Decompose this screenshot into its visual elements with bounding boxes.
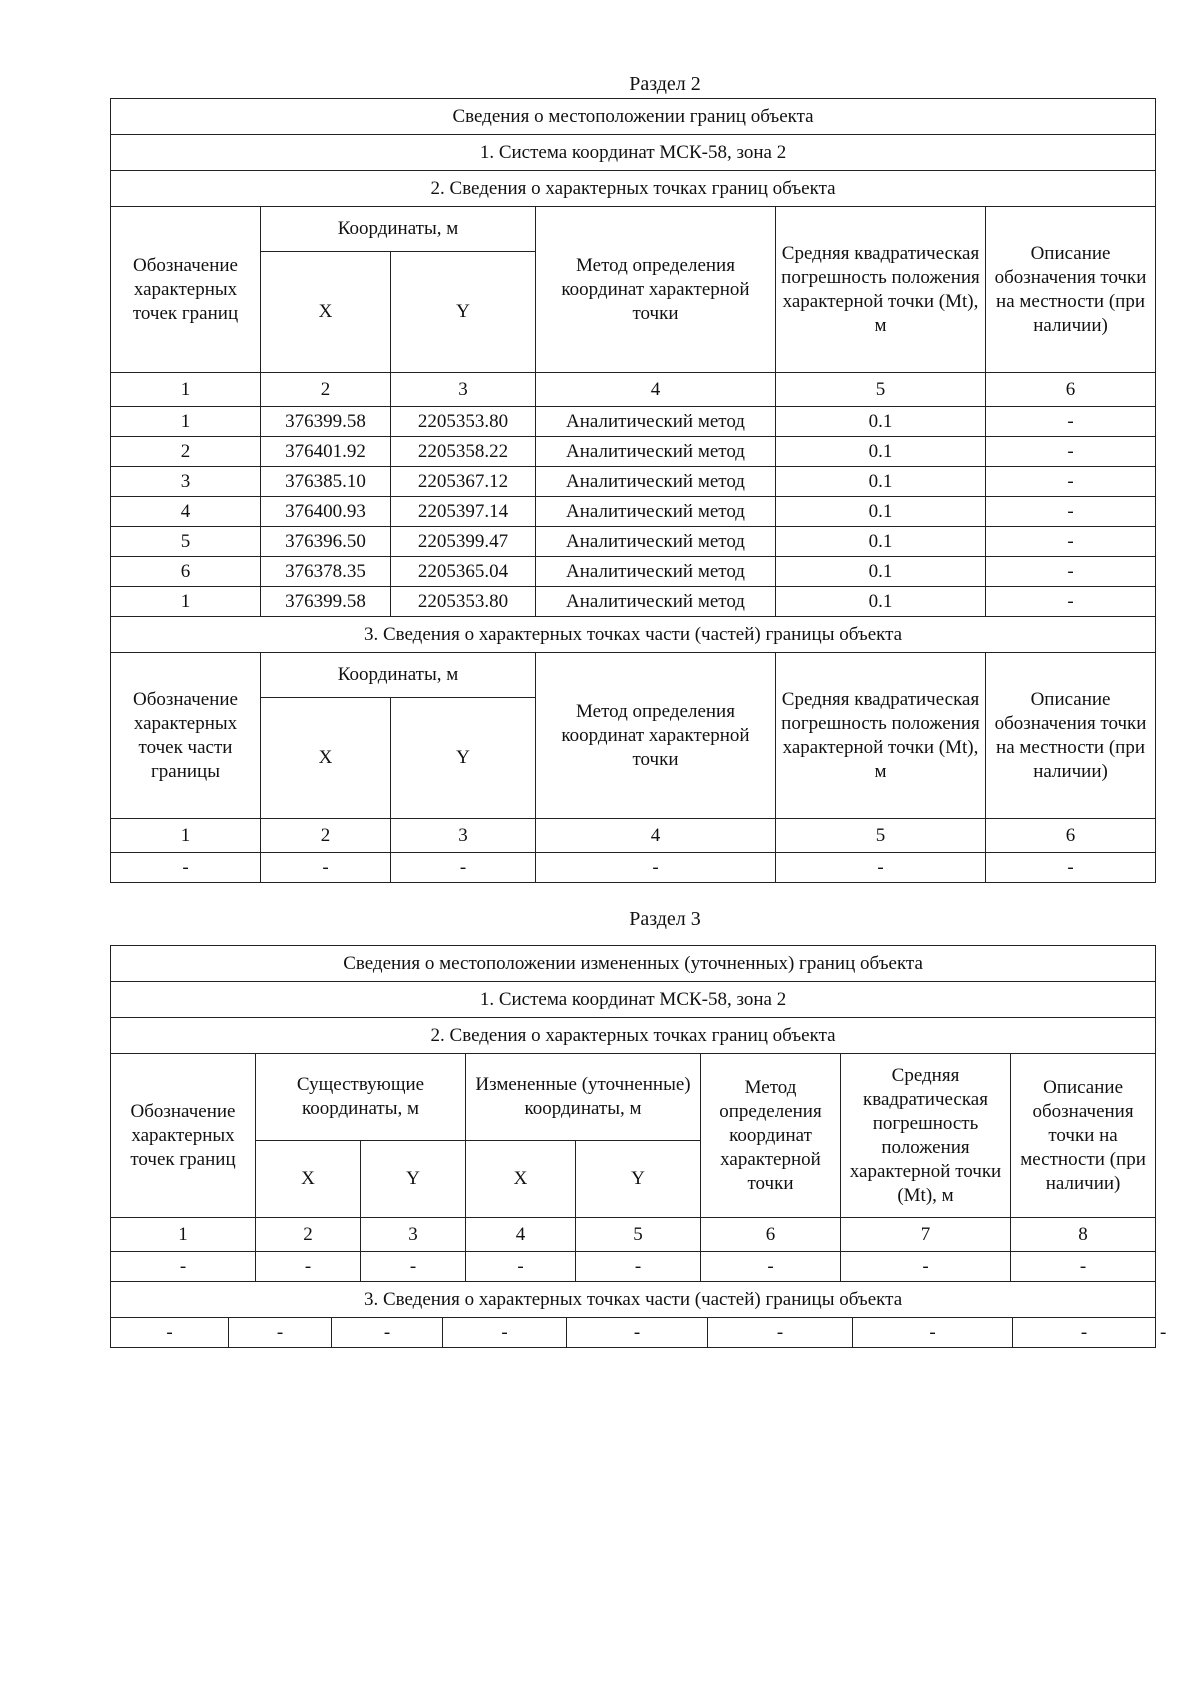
col-number: 6: [986, 819, 1156, 853]
table-cell: -: [229, 1318, 332, 1348]
col-number: 4: [466, 1218, 576, 1252]
cell-error: 0.1: [776, 437, 986, 467]
col-x-existing: X: [256, 1141, 361, 1218]
cell-method: -: [536, 853, 776, 883]
col-number: 6: [986, 373, 1156, 407]
table-cell: -: [111, 1318, 229, 1348]
table-row: [111, 497, 1156, 527]
table-row: [111, 467, 1156, 497]
cell-description: -: [986, 527, 1156, 557]
table-cell: -: [443, 1318, 567, 1348]
cell-y: 2205367.12: [391, 467, 536, 497]
section-2-title: Раздел 2: [629, 73, 701, 95]
cell-description: -: [986, 557, 1156, 587]
cell-description: -: [986, 497, 1156, 527]
table-cell: -: [466, 1252, 576, 1282]
cell-y: 2205353.80: [391, 407, 536, 437]
cell-method: Аналитический метод: [536, 587, 776, 617]
column-number-row: [111, 373, 1156, 407]
cell-x: 376401.92: [261, 437, 391, 467]
cell-error: 0.1: [776, 557, 986, 587]
table-cell: -: [841, 1252, 1011, 1282]
col-error: Средняя квадратическая погрешность положения характерной точки (Mt), м: [841, 1054, 1011, 1218]
cell-description: -: [986, 587, 1156, 617]
col-description: Описание обозначения точки на местности (при наличии): [1011, 1054, 1156, 1218]
section-3-heading: Сведения о местоположении измененных (уточненных) границ объекта: [111, 946, 1156, 982]
col-error: Средняя квадратическая погрешность положения характерной точки (Mt), м: [776, 207, 986, 373]
section-2-coord-system: 1. Система координат МСК-58, зона 2: [111, 135, 1156, 171]
cell-x: 376399.58: [261, 407, 391, 437]
cell-description: -: [986, 407, 1156, 437]
cell-description: -: [986, 437, 1156, 467]
table-row: [111, 437, 1156, 467]
cell-error: 0.1: [776, 467, 986, 497]
parts-col-y: Y: [391, 698, 536, 819]
cell-point: 3: [111, 467, 261, 497]
col-number: 4: [536, 819, 776, 853]
cell-point: 1: [111, 407, 261, 437]
cell-method: Аналитический метод: [536, 557, 776, 587]
cell-error: 0.1: [776, 497, 986, 527]
cell-method: Аналитический метод: [536, 467, 776, 497]
cell-point: 1: [111, 587, 261, 617]
col-number: 2: [256, 1218, 361, 1252]
table-cell: -: [111, 1252, 256, 1282]
col-number: 2: [261, 819, 391, 853]
cell-error: 0.1: [776, 407, 986, 437]
col-designation: Обозначение характерных точек границ: [111, 207, 261, 373]
parts-col-description: Описание обозначения точки на местности (при наличии): [986, 653, 1156, 819]
cell-error: 0.1: [776, 527, 986, 557]
col-description: Описание обозначения точки на местности (при наличии): [986, 207, 1156, 373]
section-2-points-heading: 2. Сведения о характерных точках границ объекта: [111, 171, 1156, 207]
table-cell: -: [256, 1252, 361, 1282]
cell-y: -: [391, 853, 536, 883]
cell-method: Аналитический метод: [536, 527, 776, 557]
cell-method: Аналитический метод: [536, 437, 776, 467]
section-3-points-heading: 2. Сведения о характерных точках границ объекта: [111, 1018, 1156, 1054]
cell-x: 376378.35: [261, 557, 391, 587]
section-3-table: [110, 945, 1156, 1318]
table-row: [111, 1252, 1156, 1282]
cell-error: 0.1: [776, 587, 986, 617]
table-row: [111, 587, 1156, 617]
cell-point: 4: [111, 497, 261, 527]
col-changed-coordinates: Измененные (уточненные) координаты, м: [466, 1054, 701, 1141]
column-number-row: [111, 1218, 1156, 1252]
cell-y: 2205358.22: [391, 437, 536, 467]
col-number: 7: [841, 1218, 1011, 1252]
table-cell: -: [1011, 1252, 1156, 1282]
col-number: 3: [391, 819, 536, 853]
cell-method: Аналитический метод: [536, 497, 776, 527]
col-number: 1: [111, 1218, 256, 1252]
cell-point: 5: [111, 527, 261, 557]
col-number: 4: [536, 373, 776, 407]
col-number: 6: [701, 1218, 841, 1252]
cell-description: -: [986, 467, 1156, 497]
table-row: - - - - - - - - -: [111, 1318, 1156, 1348]
col-number: 1: [111, 373, 261, 407]
table-row: [111, 853, 1156, 883]
section-3-parts-heading: 3. Сведения о характерных точках части (частей) границы объекта: [111, 1282, 1156, 1318]
col-method: Метод определения координат характерной точки: [536, 207, 776, 373]
section-2-parts-heading: 3. Сведения о характерных точках части (частей) границы объекта: [111, 617, 1156, 653]
table-cell: -: [708, 1318, 853, 1348]
cell-y: 2205399.47: [391, 527, 536, 557]
table-row: [111, 527, 1156, 557]
col-number: 3: [391, 373, 536, 407]
cell-x: 376400.93: [261, 497, 391, 527]
col-x-changed: X: [466, 1141, 576, 1218]
table-cell: -: [576, 1252, 701, 1282]
cell-x: 376399.58: [261, 587, 391, 617]
section-2-table: [110, 98, 1156, 883]
cell-description: -: [986, 853, 1156, 883]
table-cell: -: [853, 1318, 1013, 1348]
cell-y: 2205353.80: [391, 587, 536, 617]
cell-y: 2205365.04: [391, 557, 536, 587]
section-3-coord-system: 1. Система координат МСК-58, зона 2: [111, 982, 1156, 1018]
section-3-parts-table: [110, 1317, 1167, 1348]
table-cell: -: [332, 1318, 443, 1348]
cell-point: -: [111, 853, 261, 883]
col-number: 5: [776, 819, 986, 853]
col-number: 8: [1011, 1218, 1156, 1252]
col-y: Y: [391, 252, 536, 373]
col-y-changed: Y: [576, 1141, 701, 1218]
parts-col-designation: Обозначение характерных точек части границы: [111, 653, 261, 819]
cell-x: 376396.50: [261, 527, 391, 557]
section-2-heading: Сведения о местоположении границ объекта: [111, 99, 1156, 135]
col-x: X: [261, 252, 391, 373]
cell-method: Аналитический метод: [536, 407, 776, 437]
col-method: Метод определения координат характерной точки: [701, 1054, 841, 1218]
table-row: [111, 557, 1156, 587]
section-3-title: Раздел 3: [629, 908, 701, 930]
col-existing-coordinates: Существующие координаты, м: [256, 1054, 466, 1141]
table-cell: -: [361, 1252, 466, 1282]
col-number: 2: [261, 373, 391, 407]
cell-y: 2205397.14: [391, 497, 536, 527]
parts-col-error: Средняя квадратическая погрешность положения характерной точки (Mt), м: [776, 653, 986, 819]
parts-col-x: X: [261, 698, 391, 819]
cell-x: -: [261, 853, 391, 883]
col-coordinates: Координаты, м: [261, 207, 536, 252]
col-number: 3: [361, 1218, 466, 1252]
cell-x: 376385.10: [261, 467, 391, 497]
col-number: 5: [576, 1218, 701, 1252]
table-cell: -: [567, 1318, 708, 1348]
table-row: [111, 407, 1156, 437]
col-number: 1: [111, 819, 261, 853]
col-y-existing: Y: [361, 1141, 466, 1218]
table-cell: -: [701, 1252, 841, 1282]
parts-column-number-row: [111, 819, 1156, 853]
cell-point: 2: [111, 437, 261, 467]
col-number: 5: [776, 373, 986, 407]
table-cell: -: [1013, 1318, 1156, 1348]
parts-col-coordinates: Координаты, м: [261, 653, 536, 698]
col-designation: Обозначение характерных точек границ: [111, 1054, 256, 1218]
parts-col-method: Метод определения координат характерной точки: [536, 653, 776, 819]
cell-error: -: [776, 853, 986, 883]
cell-point: 6: [111, 557, 261, 587]
